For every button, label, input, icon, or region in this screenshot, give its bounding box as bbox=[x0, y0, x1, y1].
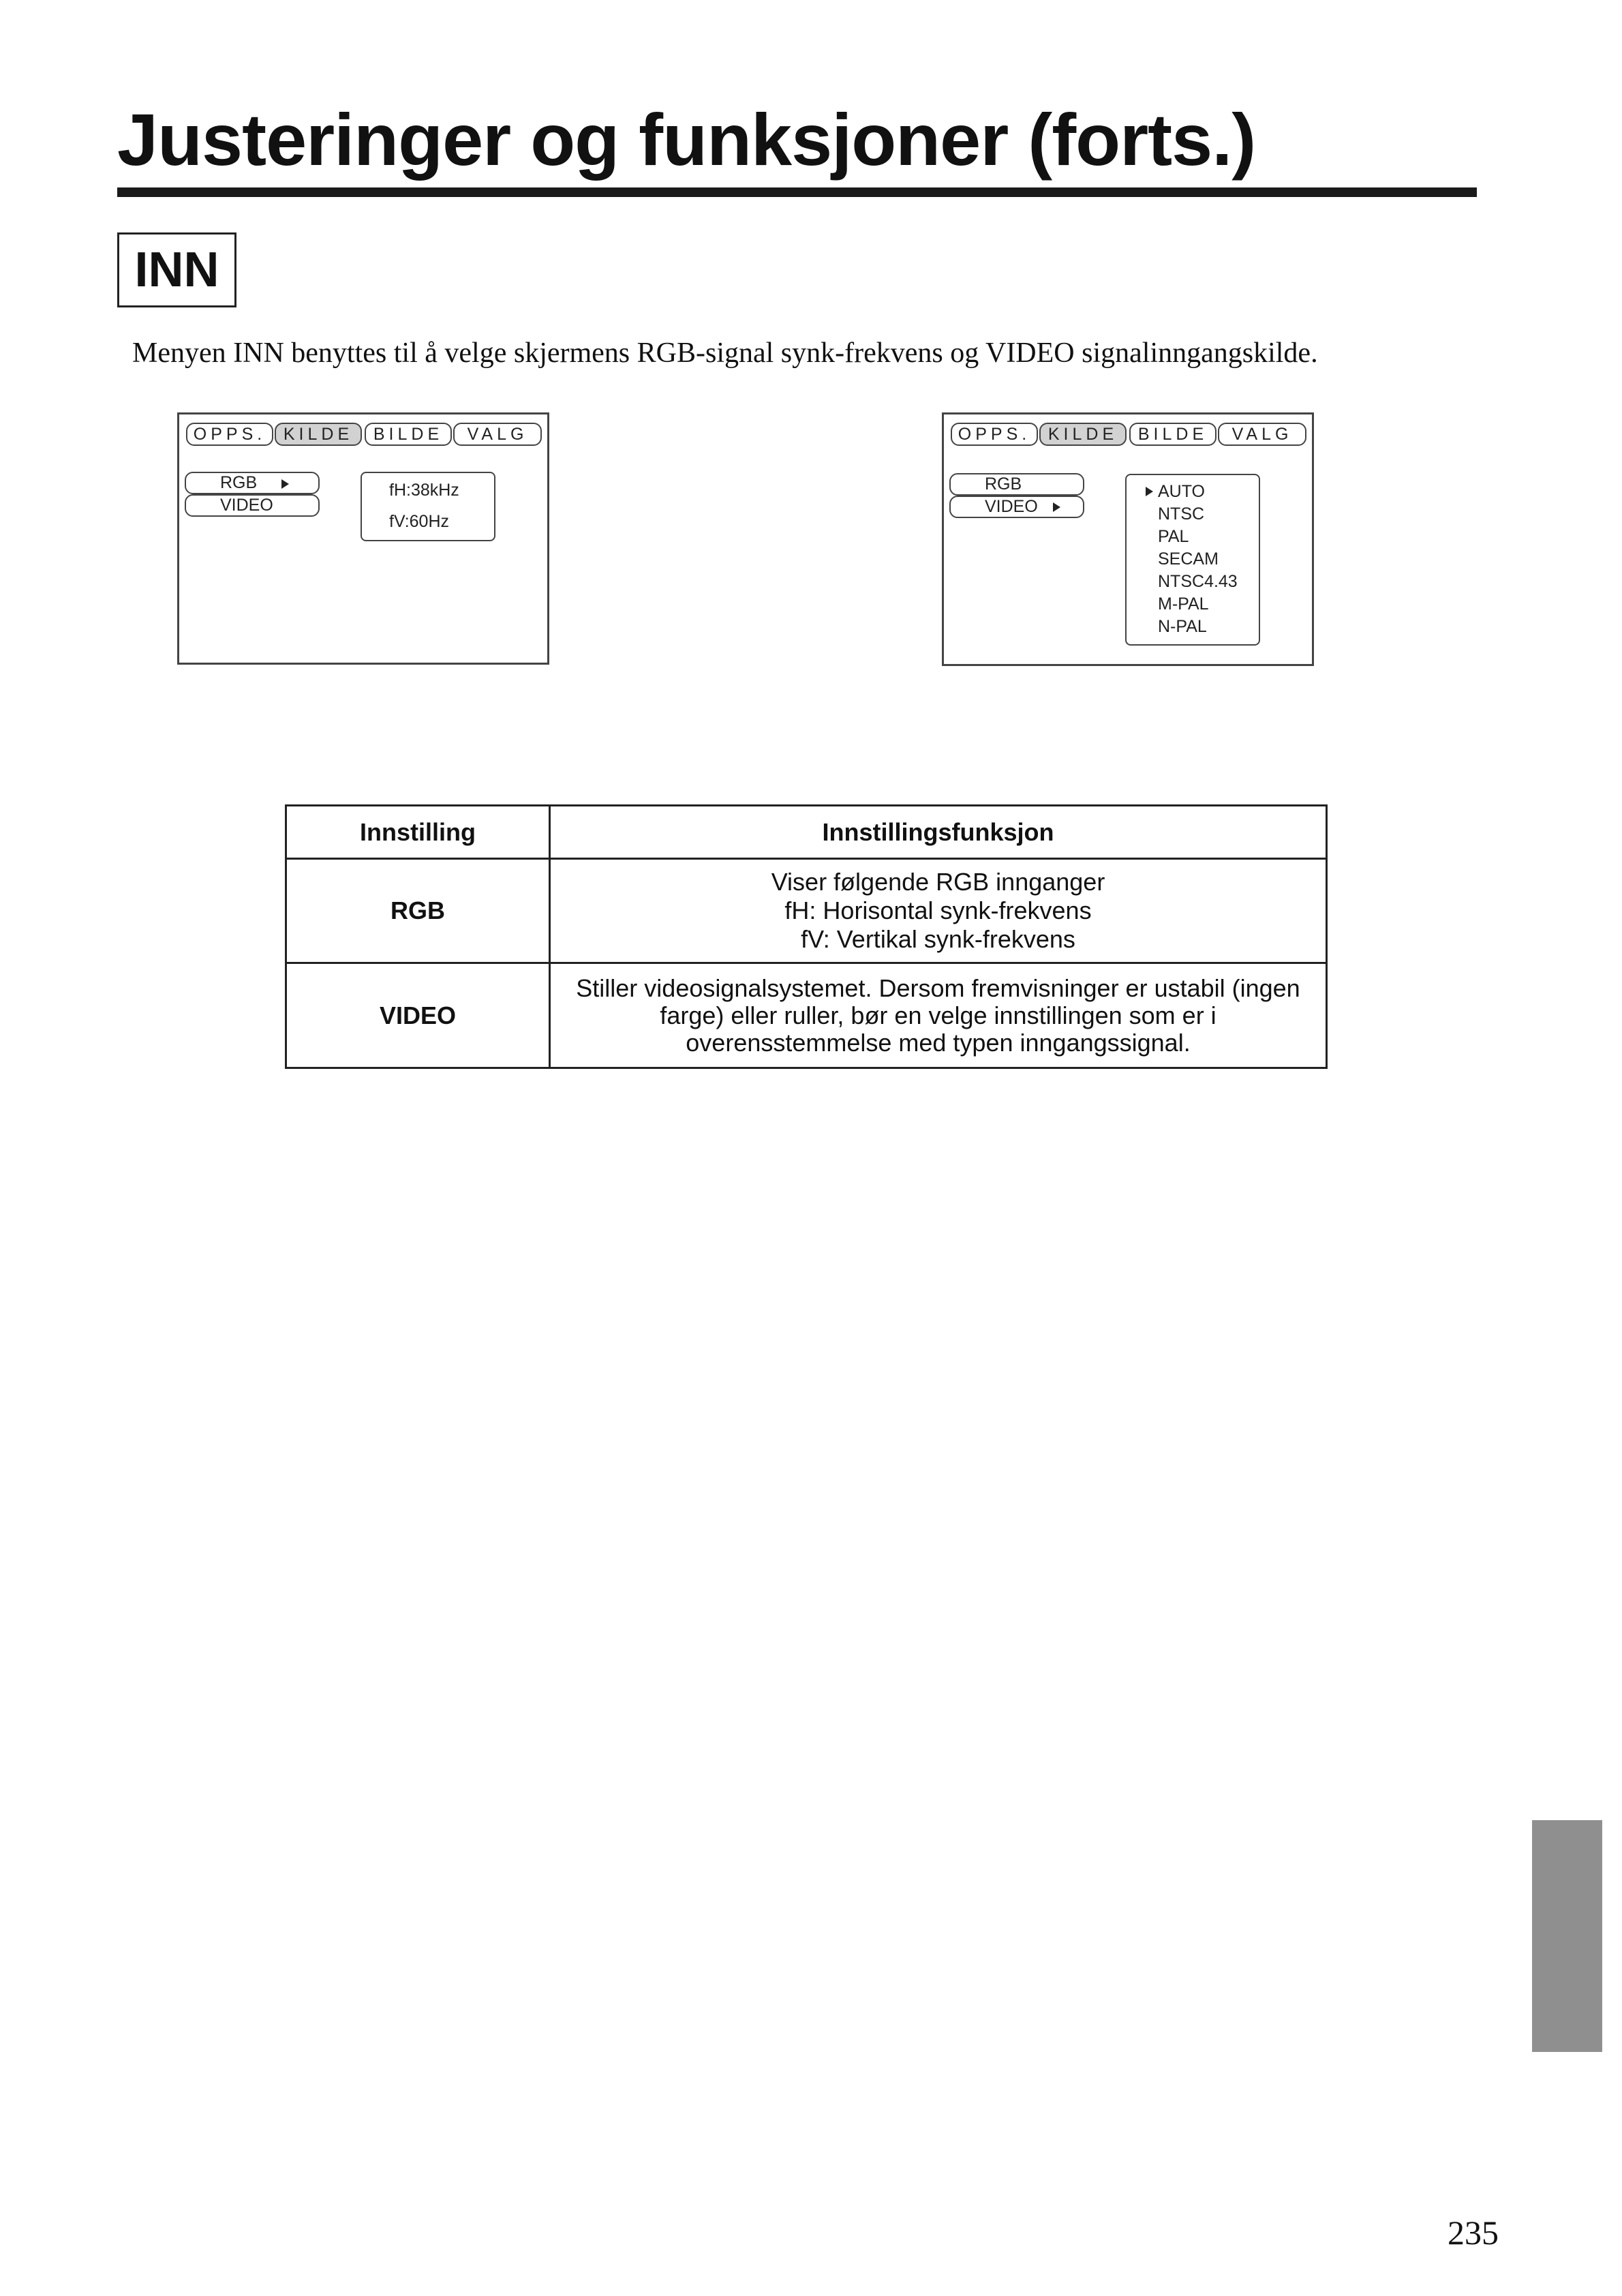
function-line: fV: Vertikal synk-frekvens bbox=[801, 925, 1075, 953]
menu-item-label: VIDEO bbox=[985, 497, 1038, 516]
page-title: Justeringer og funksjoner (forts.) bbox=[117, 98, 1256, 181]
osd-screen-rgb bbox=[177, 412, 549, 665]
option-m-pal[interactable]: M-PAL bbox=[1158, 594, 1209, 614]
table-row-rgb-setting: RGB bbox=[391, 896, 445, 924]
option-n-pal[interactable]: N-PAL bbox=[1158, 617, 1207, 636]
selection-arrow-icon bbox=[281, 479, 289, 489]
tab-bilde[interactable]: BILDE bbox=[365, 423, 452, 446]
function-line: fH: Horisontal synk-frekvens bbox=[784, 896, 1092, 924]
vertical-frequency: fV:60Hz bbox=[389, 512, 450, 531]
selection-arrow-icon bbox=[1053, 502, 1060, 512]
page-number: 235 bbox=[1448, 2214, 1499, 2252]
tab-kilde[interactable]: KILDE bbox=[1039, 423, 1127, 446]
tab-kilde[interactable]: KILDE bbox=[275, 423, 362, 446]
osd-screen-video bbox=[942, 412, 1314, 666]
menu-item-label: RGB bbox=[985, 474, 1022, 494]
option-ntsc[interactable]: NTSC bbox=[1158, 504, 1205, 524]
table-row-video-function bbox=[551, 964, 1326, 1067]
menu-item-label: VIDEO bbox=[220, 496, 273, 515]
table-row-rgb-function bbox=[551, 860, 1326, 962]
settings-table bbox=[285, 804, 1328, 1069]
menu-item-video[interactable] bbox=[949, 496, 1084, 518]
option-secam[interactable]: SECAM bbox=[1158, 549, 1219, 569]
intro-paragraph: Menyen INN benyttes til å velge skjermens RGB-signal synk-frekvens og VIDEO signalinngangskilde. bbox=[132, 337, 1318, 369]
option-pal[interactable]: PAL bbox=[1158, 527, 1189, 546]
header-function: Innstillingsfunksjon bbox=[822, 817, 1054, 846]
video-system-list bbox=[1125, 474, 1260, 646]
header-setting: Innstilling bbox=[360, 817, 476, 846]
frequency-info-panel bbox=[361, 472, 495, 541]
menu-item-rgb[interactable] bbox=[949, 473, 1084, 496]
selected-option-arrow-icon bbox=[1146, 487, 1153, 496]
menu-item-label: RGB bbox=[220, 473, 258, 492]
chapter-side-tab bbox=[1532, 1820, 1602, 2052]
tab-valg[interactable]: VALG bbox=[453, 423, 542, 446]
function-line: Stiller videosignalsystemet. Dersom fremvisninger er ustabil (ingen bbox=[576, 973, 1300, 1002]
function-line: Viser følgende RGB innganger bbox=[771, 868, 1105, 896]
menu-item-video[interactable] bbox=[185, 494, 320, 517]
tab-opps[interactable]: OPPS. bbox=[186, 423, 273, 446]
option-auto[interactable]: AUTO bbox=[1158, 482, 1205, 501]
section-label: INN bbox=[117, 232, 236, 307]
horizontal-frequency: fH:38kHz bbox=[389, 481, 459, 500]
tab-valg[interactable]: VALG bbox=[1218, 423, 1306, 446]
tab-bilde[interactable]: BILDE bbox=[1129, 423, 1216, 446]
menu-item-rgb[interactable] bbox=[185, 472, 320, 494]
tab-opps[interactable]: OPPS. bbox=[951, 423, 1038, 446]
function-line: overensstemmelse med typen inngangssignal. bbox=[686, 1028, 1191, 1057]
option-ntsc443[interactable]: NTSC4.43 bbox=[1158, 572, 1238, 591]
table-row-video-setting: VIDEO bbox=[379, 1001, 457, 1029]
title-rule bbox=[117, 187, 1477, 197]
function-line: farge) eller ruller, bør en velge innstillingen som er i bbox=[660, 1001, 1216, 1029]
